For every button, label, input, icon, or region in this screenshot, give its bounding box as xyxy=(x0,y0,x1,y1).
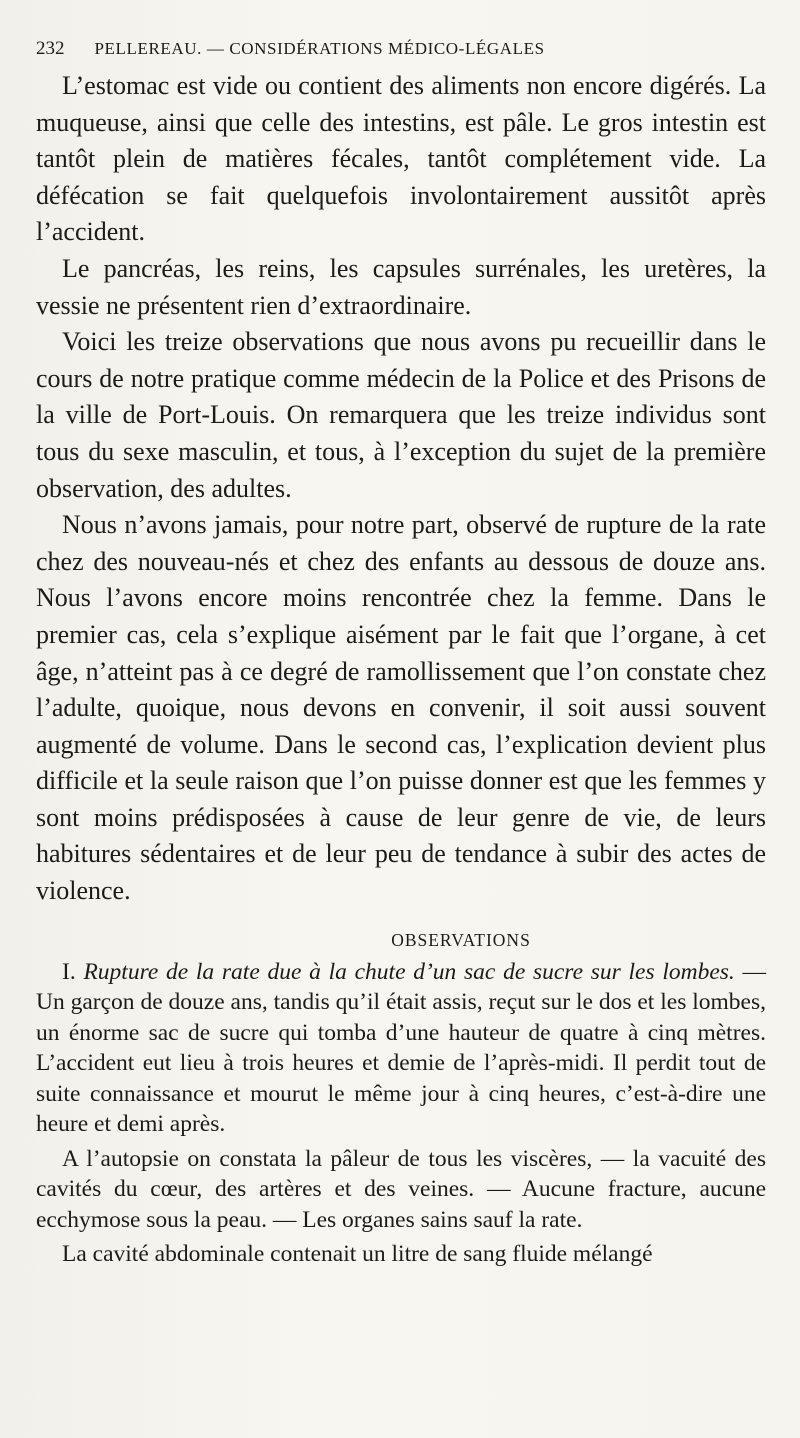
observation-item xyxy=(36,957,766,1140)
running-header xyxy=(36,38,766,60)
paragraph: Le pancréas, les reins, les capsules surrénales, les uretères, la vessie ne présentent rien d’extraordinaire. xyxy=(36,253,766,320)
observation-numeral: I. xyxy=(62,958,76,985)
paragraph: Nous n’avons jamais, pour notre part, observé de rupture de la rate chez des nouveau-nés et chez des enfants au dessous de douze ans. Nous l’avons encore moins rencontrée chez la femme. Dans le premier cas, cela s’explique aisément par le fait que l’organe, à cet âge, n’atteint pas à ce degré de ramollissement que l’on constate chez l’adulte, quoique, nous devons en convenir, il soit aussi souvent augmenté de volume. Dans le second cas, l’explication devient plus difficile et la seule raison que l’on puisse donner est que les femmes y sont moins prédisposées à cause de leur genre de vie, de leurs habitures sédentaires et de leur peu de tendance à subir des actes de violence. xyxy=(36,510,766,906)
section-heading: OBSERVATIONS xyxy=(391,929,531,950)
paragraph: A l’autopsie on constata la pâleur de tous les viscères, — la vacuité des cavités du cœur, des artères et des veines. — Aucune fracture, aucune ecchymose sous la peau. — Les organes sains sauf la rate. xyxy=(36,1145,766,1233)
body-text xyxy=(36,68,766,910)
observations-section xyxy=(36,957,766,1270)
running-title: PELLEREAU. — CONSIDÉRATIONS MÉDICO-LÉGALES xyxy=(94,39,545,58)
paragraph: La cavité abdominale contenait un litre de sang fluide mélangé xyxy=(62,1241,653,1268)
observation-text: — Un garçon de douze ans, tandis qu’il était assis, reçut sur le dos et les lombes, un énorme sac de sucre qui tomba d’une hauteur de quatre à cinq mètres. L’accident eut lieu à trois heures et demie de l’après-midi. Il perdit tout de suite connaissance et mourut le même jour à cinq heures, c’est-à-dire une heure et demi après. xyxy=(36,958,767,1138)
paragraph: L’estomac est vide ou contient des aliments non encore digérés. La muqueuse, ainsi que celle des intestins, est pâle. Le gros intestin est tantôt plein de matières fécales, tantôt complétement vide. La défécation se fait quelquefois involontairement aussitôt après l’accident. xyxy=(36,71,766,247)
page-number: 232 xyxy=(36,38,65,59)
observation-title: Rupture de la rate due à la chute d’un sac de sucre sur les lombes. xyxy=(83,958,735,985)
paragraph: Voici les treize observations que nous avons pu recueillir dans le cours de notre pratique comme médecin de la Police et des Prisons de la ville de Port-Louis. On remarquera que les treize individus sont tous du sexe masculin, et tous, à l’exception du sujet de la première observation, des adultes. xyxy=(36,327,766,503)
